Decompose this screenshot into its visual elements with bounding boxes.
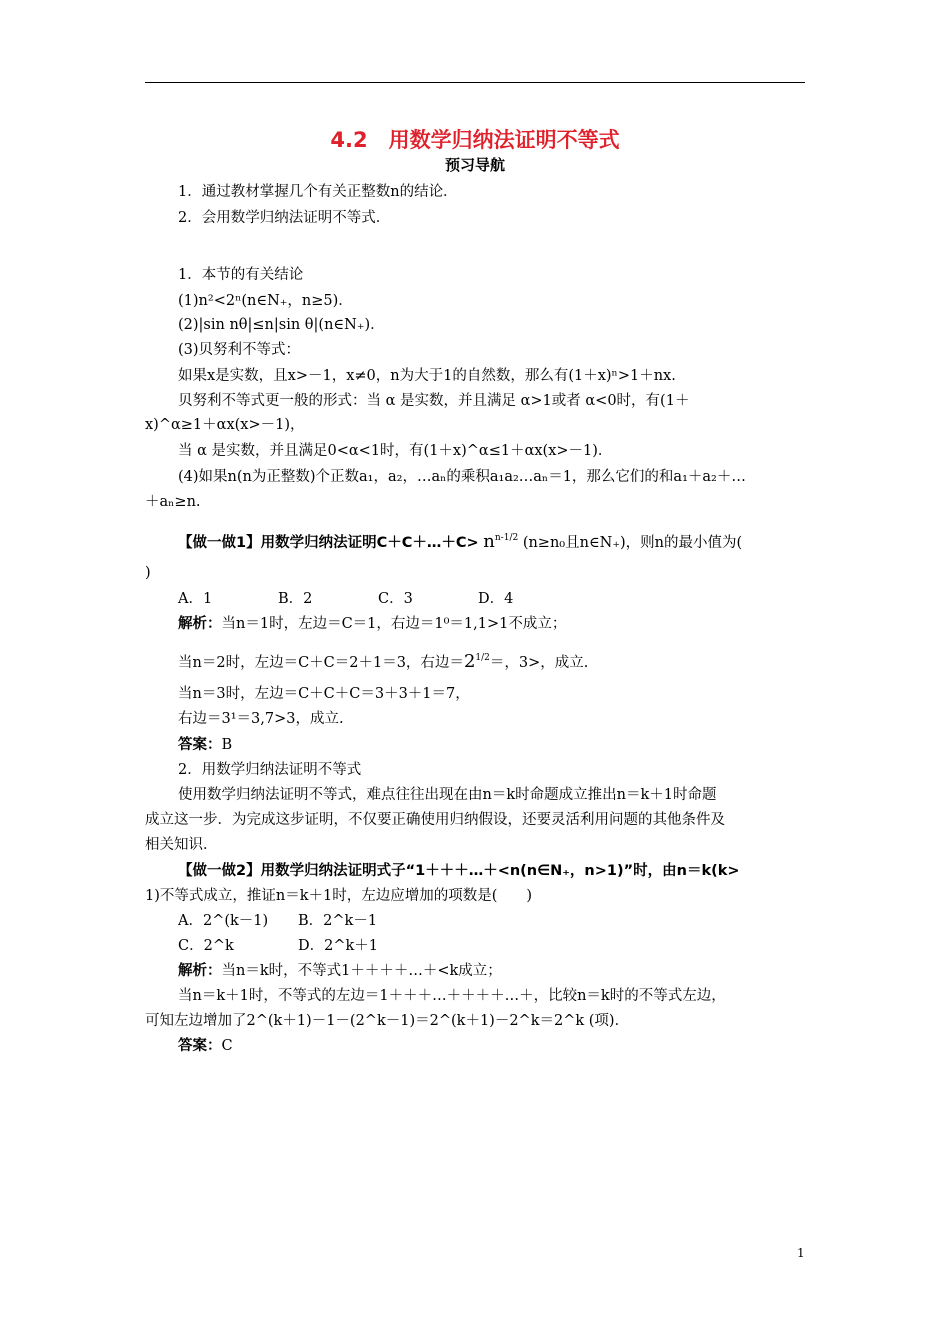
- section2-para-1: 使用数学归纳法证明不等式，难点往往出现在由n＝k时命题成立推出n＝k＋1时命题: [178, 787, 717, 803]
- option-b: B．2: [278, 591, 313, 607]
- section1-heading: 1．本节的有关结论: [178, 267, 304, 283]
- answer-value: B: [221, 737, 233, 753]
- exercise1-power-base: n: [483, 531, 495, 552]
- exercise1-question: [178, 528, 742, 553]
- option-d: D．4: [478, 591, 514, 607]
- exercise2-question-text: 【做一做2】用数学归纳法证明式子“1＋＋＋…＋<n(n∈N₊，n>1)”时，由n＝k(k>: [178, 863, 740, 879]
- page-number: 1: [797, 1246, 805, 1260]
- result-4-line-2: ＋aₙ≥n.: [145, 494, 201, 510]
- option-b: B．2^k－1: [298, 913, 378, 929]
- section-subtitle: 预习导航: [444, 156, 505, 174]
- analysis-text-tail: ＝，3>，成立.: [489, 655, 589, 671]
- result-3-heading: (3)贝努利不等式：: [178, 342, 301, 358]
- page-title: 4.2 用数学归纳法证明不等式: [330, 128, 620, 152]
- answer-label: 答案：: [178, 1038, 222, 1054]
- exercise2-question: [178, 861, 740, 881]
- answer-label: 答案：: [178, 737, 222, 753]
- goal-2: 2．会用数学归纳法证明不等式．: [178, 210, 391, 226]
- bernoulli-basic: 如果x是实数，且x>－1，x≠0，n为大于1的自然数，那么有(1＋x)ⁿ>1＋nx.: [178, 368, 676, 384]
- goal-1: 1．通过教材掌握几个有关正整数n的结论．: [178, 184, 458, 200]
- result-1: (1)n²<2ⁿ(n∈N₊，n≥5)．: [178, 293, 353, 309]
- analysis-text: 当n＝k时，不等式1＋＋＋＋…＋<k成立；: [221, 963, 502, 979]
- exercise1-analysis-1: [178, 614, 566, 634]
- header-rule: [145, 82, 805, 83]
- result-2: (2)|sin nθ|≤n|sin θ|(n∈N₊)．: [178, 317, 385, 333]
- answer-value: C: [221, 1038, 233, 1054]
- exercise1-options: [178, 589, 513, 609]
- analysis-power-exp: 1/2: [475, 653, 490, 663]
- exercise2-options-ab: [178, 911, 377, 931]
- section2-para-2: 成立这一步．为完成这步证明，不仅要正确使用归纳假设，还要灵活利用问题的其他条件及: [145, 812, 725, 828]
- exercise2-answer: [178, 1036, 233, 1056]
- option-a: A．2^(k－1): [178, 913, 269, 929]
- exercise1-power-exp: n-1/2: [494, 533, 519, 543]
- bernoulli-general-2: x)^α≥1＋αx(x>－1)，: [145, 417, 305, 433]
- exercise1-power: [483, 531, 518, 552]
- analysis-text: 当n＝2时，左边＝C＋C＝2＋1＝3，右边＝: [178, 655, 464, 671]
- exercise1-question-end: ): [145, 565, 151, 581]
- exercise2-analysis-3: 可知左边增加了2^(k＋1)－1－(2^k－1)＝2^(k＋1)－2^k＝2^k (项)．: [145, 1013, 630, 1029]
- bernoulli-general-1: 贝努利不等式更一般的形式：当 α 是实数，并且满足 α>1或者 α<0时，有(1＋: [178, 393, 690, 409]
- option-a: A．1: [178, 591, 213, 607]
- bernoulli-case-2: 当 α 是实数，并且满足0<α<1时，有(1＋x)^α≤1＋αx(x>－1)．: [178, 443, 613, 459]
- exercise1-answer: [178, 735, 232, 755]
- exercise2-analysis-1: [178, 961, 502, 981]
- exercise1-analysis-2: [178, 648, 588, 673]
- analysis-power: [464, 651, 490, 672]
- exercise2-analysis-2: 当n＝k＋1时，不等式的左边＝1＋＋＋…＋＋＋＋…＋，比较n＝k时的不等式左边，: [178, 988, 726, 1004]
- analysis-label: 解析：: [178, 963, 222, 979]
- analysis-label: 解析：: [178, 616, 222, 632]
- exercise2-options-cd: [178, 936, 378, 956]
- analysis-text: 当n＝1时，左边＝C＝1，右边＝1⁰＝1,1>1不成立；: [221, 616, 567, 632]
- option-d: D．2^k＋1: [298, 938, 379, 954]
- result-4-line-1: (4)如果n(n为正整数)个正数a₁，a₂，…aₙ的乘积a₁a₂…aₙ＝1，那么它们的和a₁＋a₂＋…: [178, 469, 746, 485]
- exercise1-analysis-4: 右边＝3¹＝3,7>3，成立.: [178, 711, 344, 727]
- exercise2-question-2: 1)不等式成立，推证n＝k＋1时，左边应增加的项数是( ): [145, 888, 533, 904]
- section2-para-3: 相关知识．: [145, 837, 218, 853]
- exercise1-question-tail: (n≥n₀且n∈N₊)，则n的最小值为(: [522, 535, 743, 551]
- option-c: C．3: [378, 591, 413, 607]
- option-c: C．2^k: [178, 938, 234, 954]
- exercise1-question-text: 【做一做1】用数学归纳法证明C＋C＋…＋C>: [178, 535, 479, 551]
- analysis-power-base: 2: [463, 651, 476, 672]
- exercise1-analysis-3: 当n＝3时，左边＝C＋C＋C＝3＋3＋1＝7，: [178, 686, 470, 702]
- section2-heading: 2．用数学归纳法证明不等式: [178, 762, 362, 778]
